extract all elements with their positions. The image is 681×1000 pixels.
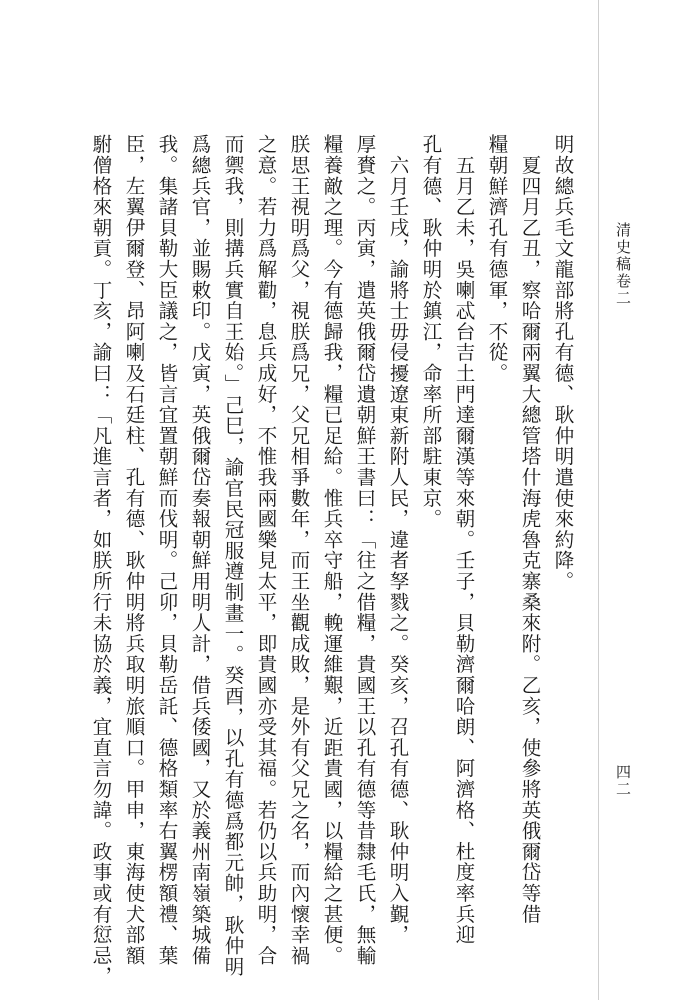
page-number: 四二 [614,764,632,798]
text-column: 而禦我，則搆兵實自王始。」己巳，諭官民冠服遵制畫一。癸酉，以孔有德爲都元帥，耿仲明 [221,134,245,978]
text-column: 爲總兵官，並賜敕印。戊寅，英俄爾岱奏報朝鮮用明人計，借兵倭國，又於義州南嶺築城備 [188,134,212,966]
text-column: 臣，左翼伊爾登、昂阿喇及石廷柱、孔有德、耿仲明將兵取明旅順口。甲申，東海使犬部額 [122,134,146,966]
text-column: 朕思王視明爲父，視朕爲兄，父兄相爭數年，而王坐觀成敗，是外有父兄之名，而內懷幸禍 [287,134,311,966]
text-column: 六月壬戌，諭將士毋侵擾遼東新附人民，違者孥戮之。癸亥，召孔有德、耿仲明入覲， [386,134,410,946]
text-column: 糧養敵之理。今有德歸我，糧已足給。惟兵卒守船，輓運維艱，近距貴國，以糧給之甚便。 [320,134,344,966]
page-margin-rule [598,0,599,1000]
text-column: 糧朝鮮濟孔有德軍，不從。 [485,134,509,384]
text-column: 之意。若力爲解勸，息兵成好，不惟我兩國樂見太平，即貴國亦受其福。若仍以兵助明，合 [254,134,278,966]
text-column: 厚賚之。丙寅，遣英俄爾岱遺朝鮮王書曰：「往之借糧，貴國王以孔有德等昔隸毛氏，無輸 [353,134,377,966]
text-column: 孔有德、耿仲明於鎮江，命率所部駐東京。 [419,134,443,530]
text-column: 夏四月乙丑，察哈爾兩翼大總管塔什海虎魯克寨桑來附。乙亥，使參將英俄爾岱等借 [518,134,542,925]
text-column: 明故總兵毛文龍部將孔有德、耿仲明遣使來約降。 [551,134,575,592]
text-column: 駙僧格來朝貢。丁亥，諭曰：「凡進言者，如朕所行未協於義，宜直言勿諱。政事或有愆忌， [89,134,113,987]
text-column: 五月乙未，吳喇忒台吉土門達爾漢等來朝。壬子，貝勒濟爾哈朗、阿濟格、杜度率兵迎 [452,134,476,946]
text-column: 我。集諸貝勒大臣議之，皆言宜置朝鮮而伐明。己卯，貝勒岳託、德格類率右翼楞額禮、葉 [155,134,179,966]
book-title: 清史稿卷二 [614,222,632,307]
